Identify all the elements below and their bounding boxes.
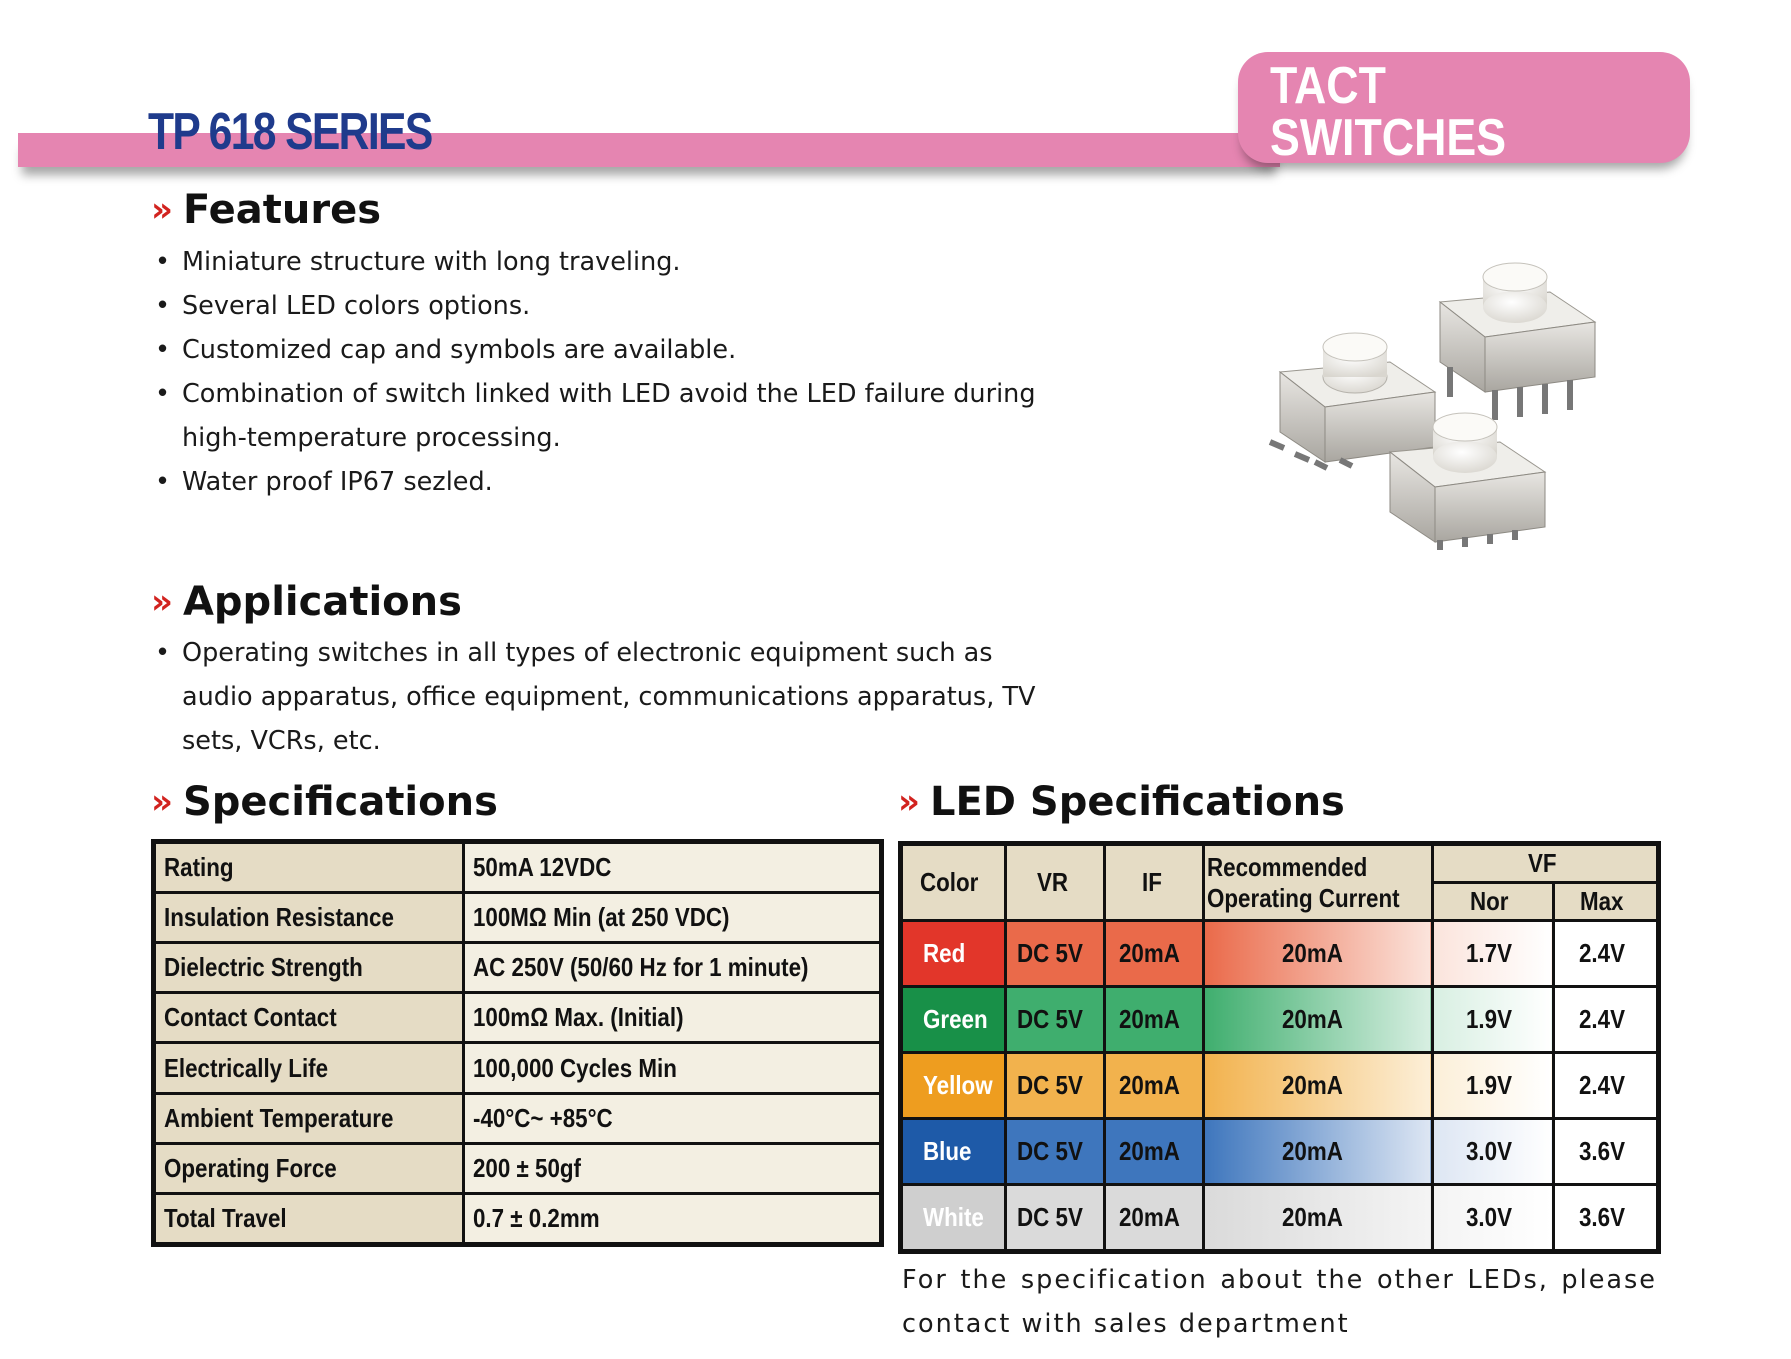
table-row (154, 1193, 882, 1244)
led-current-cell: 20mA (1282, 1004, 1344, 1034)
list-item: • Water proof IP67 sezled. (151, 460, 1101, 504)
spec-value: 100mΩ Max. (Initial) (473, 1002, 684, 1033)
category-tab-label (1270, 57, 1507, 167)
led-color-cell: White (923, 1202, 984, 1232)
table-row (154, 943, 882, 993)
specifications-heading: » Specifications (151, 779, 498, 825)
features-heading: » Features (151, 187, 382, 233)
led-if-cell: 20mA (1118, 1202, 1180, 1232)
table-row (154, 842, 882, 893)
led-vr-cell: DC 5V (1016, 1202, 1083, 1232)
col-header-recommended-line1: Recommended (1206, 851, 1368, 882)
led-color-cell: Red (923, 938, 966, 968)
led-color-cell: Green (923, 1004, 988, 1034)
specifications-table (151, 839, 884, 1247)
col-header-vr: VR (1036, 867, 1068, 897)
chevron-icon: » (151, 190, 173, 230)
led-max-cell: 2.4V (1578, 938, 1625, 968)
led-nor-cell: 1.7V (1466, 938, 1513, 968)
led-current-cell: 20mA (1282, 1136, 1344, 1166)
led-current-cell: 20mA (1282, 938, 1344, 968)
led-note: For the specification about the other LEDs, please contact with sales department (902, 1265, 1657, 1339)
applications-heading: » Applications (151, 579, 462, 625)
list-item: • Combination of switch linked with LED avoid the LED failure during high-temperature processing. (151, 372, 1102, 460)
col-header-vf: VF (1528, 848, 1557, 878)
spec-label: Ambient Temperature (164, 1102, 394, 1133)
spec-value: 200 ± 50gf (473, 1152, 581, 1183)
chevron-icon: » (898, 782, 920, 822)
col-header-if: IF (1142, 867, 1163, 897)
led-if-cell: 20mA (1118, 1136, 1180, 1166)
col-header-nor: Nor (1470, 886, 1509, 916)
led-max-cell: 2.4V (1578, 1070, 1625, 1100)
led-current-cell: 20mA (1282, 1202, 1344, 1232)
led-vr-cell: DC 5V (1016, 938, 1083, 968)
spec-label: Operating Force (164, 1152, 337, 1183)
series-title: TP 618 SERIES (148, 103, 432, 161)
spec-value: -40°C~ +85°C (473, 1102, 613, 1133)
spec-label: Electrically Life (164, 1052, 329, 1083)
product-photo (1240, 262, 1640, 582)
spec-label: Contact Contact (164, 1002, 337, 1033)
led-if-cell: 20mA (1118, 1070, 1180, 1100)
spec-value: 0.7 ± 0.2mm (473, 1202, 600, 1233)
table-row (154, 893, 882, 943)
spec-value: 100MΩ Min (at 250 VDC) (473, 902, 730, 933)
led-vr-cell: DC 5V (1016, 1070, 1083, 1100)
led-if-cell: 20mA (1118, 1004, 1180, 1034)
led-nor-cell: 1.9V (1466, 1004, 1513, 1034)
list-item: • Operating switches in all types of electronic equipment such as audio apparatus, office equipment, communications apparatus, TV sets, VCRs, etc. (151, 631, 1062, 763)
spec-value: AC 250V (50/60 Hz for 1 minute) (473, 952, 809, 983)
list-item: • Customized cap and symbols are available. (151, 328, 1101, 372)
spec-value: 100,000 Cycles Min (473, 1052, 677, 1083)
category-tab-line1: TACT (1270, 57, 1386, 115)
table-row (154, 1093, 882, 1143)
list-item: • Several LED colors options. (151, 284, 1101, 328)
spec-value: 50mA 12VDC (473, 852, 612, 883)
led-max-cell: 3.6V (1578, 1136, 1625, 1166)
applications-list (151, 631, 1061, 763)
spec-label: Insulation Resistance (164, 902, 394, 933)
led-vr-cell: DC 5V (1016, 1136, 1083, 1166)
category-tab (1238, 52, 1690, 167)
led-specifications-table (898, 841, 1661, 1254)
led-max-cell: 2.4V (1578, 1004, 1625, 1034)
led-nor-cell: 1.9V (1466, 1070, 1513, 1100)
table-row (154, 993, 882, 1043)
led-if-cell: 20mA (1118, 938, 1180, 968)
led-nor-cell: 3.0V (1466, 1136, 1513, 1166)
features-list (151, 240, 1101, 504)
chevron-icon: » (151, 782, 173, 822)
table-row (901, 1119, 1659, 1185)
led-color-cell: Blue (923, 1136, 972, 1166)
col-header-max: Max (1580, 886, 1624, 916)
led-vr-cell: DC 5V (1016, 1004, 1083, 1034)
table-row (901, 921, 1659, 987)
spec-label: Dielectric Strength (164, 952, 363, 983)
table-row (901, 1053, 1659, 1119)
list-item: • Miniature structure with long traveling. (151, 240, 1101, 284)
table-row (901, 987, 1659, 1053)
led-nor-cell: 3.0V (1466, 1202, 1513, 1232)
chevron-icon: » (151, 582, 173, 622)
col-header-recommended-line2: Operating Current (1206, 882, 1400, 913)
table-row (901, 1185, 1659, 1252)
table-row (154, 1143, 882, 1193)
category-tab-line2: SWITCHES (1270, 109, 1507, 167)
led-specifications-heading: » LED Specifications (898, 779, 1345, 825)
spec-label: Total Travel (164, 1202, 287, 1233)
col-header-color: Color (919, 867, 978, 897)
led-color-cell: Yellow (923, 1070, 993, 1100)
led-max-cell: 3.6V (1578, 1202, 1625, 1232)
table-row (154, 1043, 882, 1093)
spec-label: Rating (164, 852, 234, 883)
led-current-cell: 20mA (1282, 1070, 1344, 1100)
